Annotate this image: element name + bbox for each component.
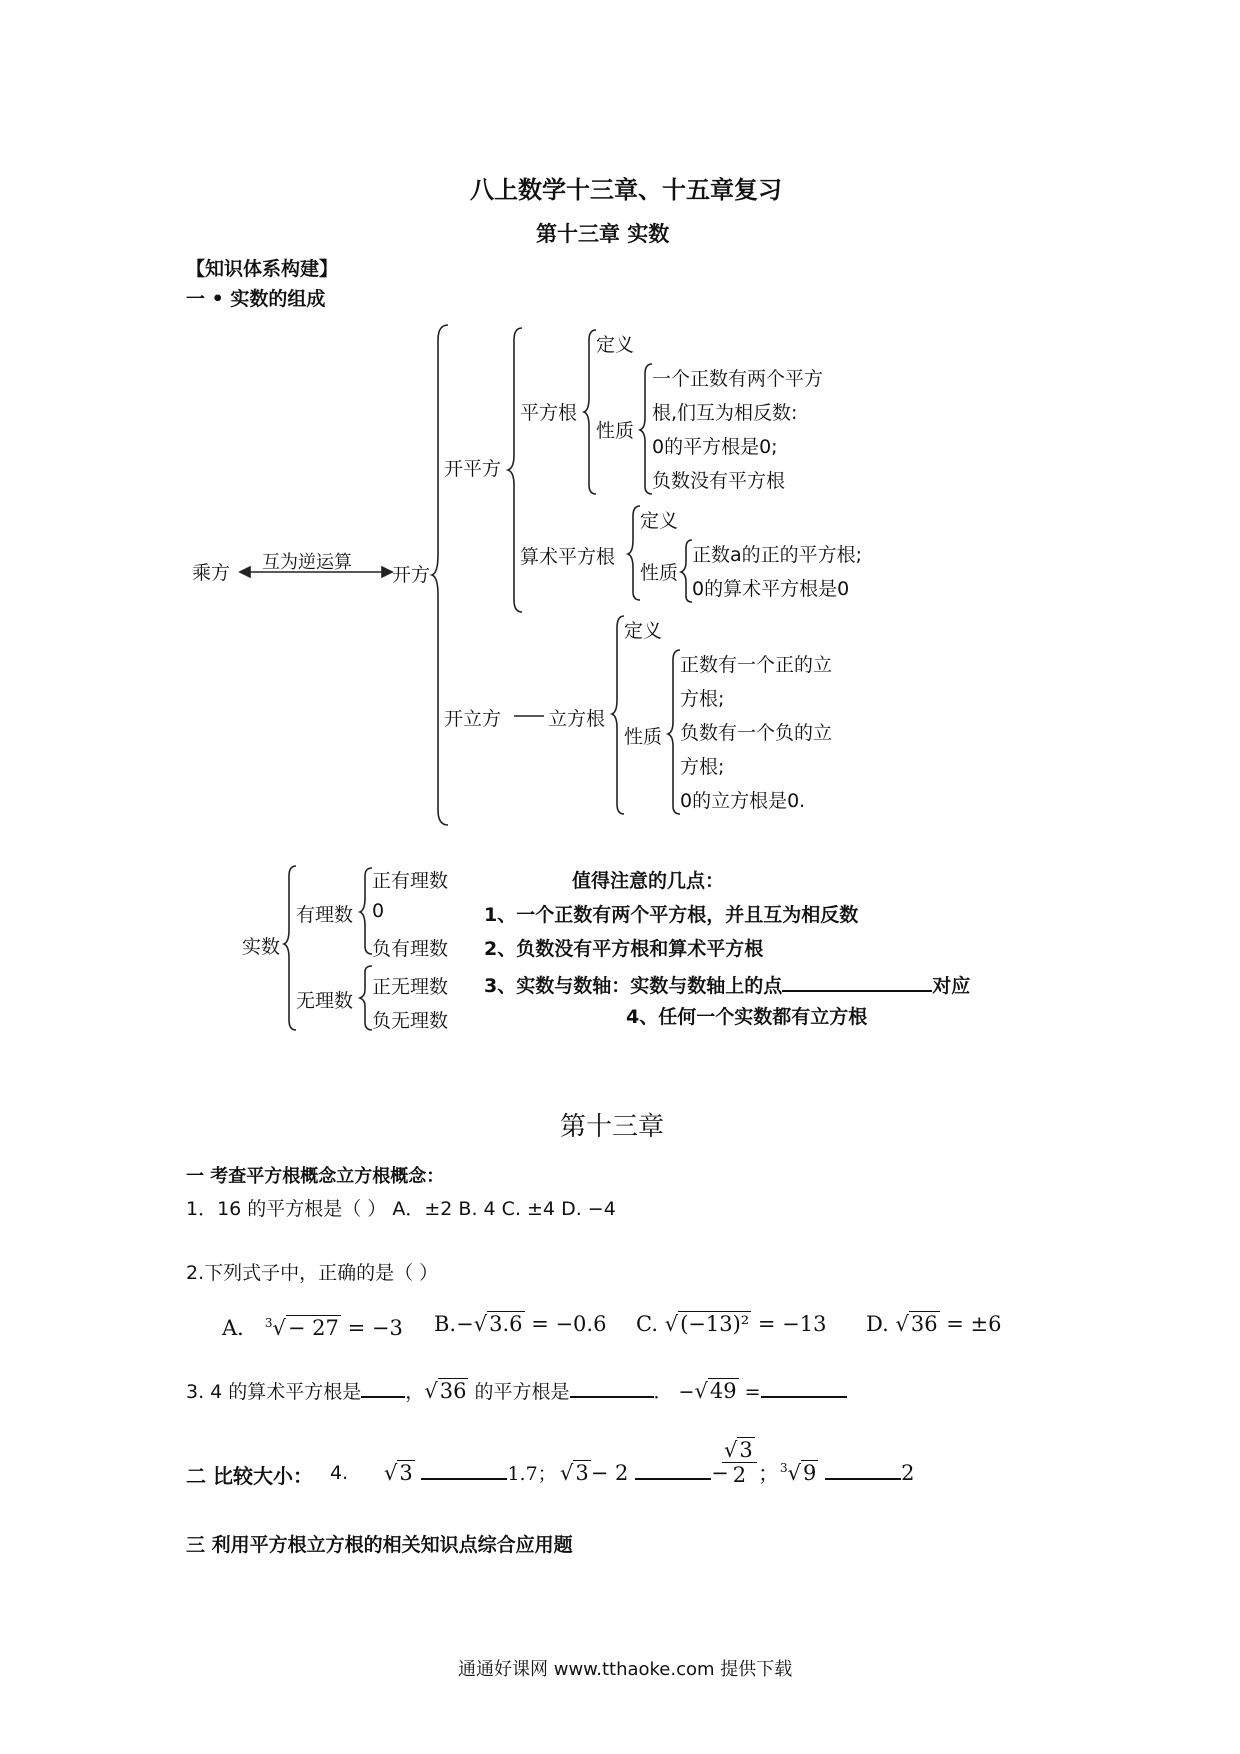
label-suanshu: 算术平方根 <box>520 546 616 568</box>
q3-radicand-49: 49 <box>709 1379 737 1403</box>
c1-radicand: 3 <box>399 1461 413 1485</box>
compare-blank-1[interactable] <box>421 1458 507 1480</box>
q3-part-b: 的平方根是 <box>474 1381 570 1403</box>
q2-option-a <box>222 1312 403 1342</box>
c2-frac-num: 3 <box>739 1438 753 1462</box>
radical-sign: √ <box>664 1312 679 1336</box>
radical-sign: √ <box>560 1461 574 1485</box>
rational-item-3: 负有理数 <box>372 938 449 960</box>
label-kailifang: 开立方 <box>444 708 502 730</box>
footer-text: 通通好课网 www.tthaoke.com 提供下载 <box>458 1659 793 1680</box>
label-huwei: 互为逆运算 <box>262 552 352 573</box>
compare-2-sep: ； <box>758 1462 779 1486</box>
c2-minus: − <box>711 1461 729 1485</box>
q2a-radicand: − 27 <box>287 1316 339 1340</box>
p2-line-1: 正数a的正的平方根; <box>692 544 863 566</box>
notes-title: 值得注意的几点： <box>572 870 725 892</box>
q3-blank-2[interactable] <box>570 1376 654 1398</box>
brace-pingfanggen <box>584 330 596 494</box>
radical-sign: √ <box>384 1461 398 1485</box>
p3-line-2: 方根; <box>680 688 725 710</box>
c3-index: 3 <box>780 1461 788 1475</box>
note-1: 1、一个正数有两个平方根，并且互为相反数 <box>484 904 859 926</box>
q2c-radicand: (−13)² <box>680 1312 750 1336</box>
question-2: 2.下列式子中，正确的是（ ） <box>186 1262 439 1284</box>
note-3 <box>484 970 970 998</box>
p3-line-5: 0的立方根是0. <box>680 790 806 812</box>
p2-line-2: 0的算术平方根是0 <box>692 578 850 600</box>
note-2: 2、负数没有平方根和算术平方根 <box>484 938 764 960</box>
q2b-label: B.− <box>434 1312 474 1336</box>
q2d-radicand: 36 <box>910 1312 938 1336</box>
q3-part-c: ． − <box>653 1381 695 1403</box>
brace-xingzhi1 <box>640 364 652 494</box>
brace-suanshu <box>628 506 640 600</box>
q2a-label: A． <box>222 1316 259 1340</box>
q3-radicand-36: 36 <box>439 1379 467 1403</box>
q2c-rest: = −13 <box>757 1312 827 1336</box>
brace-kaipingfang <box>508 328 522 612</box>
label-shishu: 实数 <box>242 936 281 958</box>
q2c-label: C. <box>636 1312 658 1336</box>
p1-line-3: 0的平方根是0; <box>652 436 778 458</box>
label-dingyi-1: 定义 <box>596 334 635 356</box>
p3-line-4: 方根; <box>680 756 725 778</box>
q3-equals: = <box>744 1381 761 1403</box>
section-1-title: 一 考查平方根概念立方根概念： <box>186 1166 445 1187</box>
label-xingzhi-1: 性质 <box>596 420 635 442</box>
q3-blank-1[interactable] <box>361 1376 405 1398</box>
label-pingfanggen: 平方根 <box>520 402 578 424</box>
section-2-number: 4. <box>330 1462 349 1484</box>
section-3-title: 三 利用平方根立方根的相关知识点综合应用题 <box>186 1534 573 1556</box>
radical-sign: √ <box>424 1379 438 1403</box>
question-3: 3. 4 的算术平方根是 ，√36 的平方根是 ． −√49 = <box>186 1376 847 1404</box>
q3-part-a: 3. 4 的算术平方根是 <box>186 1381 362 1403</box>
note-3-blank[interactable] <box>782 970 932 992</box>
radical-sign: √ <box>787 1461 802 1485</box>
compare-2-fraction <box>722 1438 757 1487</box>
brace-xingzhi3 <box>668 650 680 814</box>
label-xingzhi-3: 性质 <box>624 726 663 748</box>
compare-blank-2[interactable] <box>635 1458 711 1480</box>
label-kaifang: 开方 <box>392 564 431 586</box>
q2b-radicand: 3.6 <box>489 1312 523 1336</box>
rational-item-2: 0 <box>372 900 385 922</box>
q3-blank-3[interactable] <box>761 1376 847 1398</box>
label-xingzhi-2: 性质 <box>640 562 679 584</box>
c1-value: 1.7； <box>507 1463 557 1485</box>
label-chengfang: 乘方 <box>192 562 231 584</box>
c2-radicand: 3 <box>575 1461 589 1485</box>
q2-option-b <box>434 1312 606 1336</box>
radical-sign: √ <box>694 1379 708 1403</box>
brace-xingzhi2 <box>681 540 692 602</box>
label-wulishu: 无理数 <box>296 990 354 1012</box>
c2-rest: − 2 <box>590 1461 629 1485</box>
radical-sign: √ <box>724 1438 738 1462</box>
note-4: 4、任何一个实数都有立方根 <box>626 1006 868 1028</box>
brace-kaifang <box>432 325 448 825</box>
p3-line-3: 负数有一个负的立 <box>680 722 833 744</box>
label-youlishu: 有理数 <box>296 904 354 926</box>
label-dingyi-3: 定义 <box>624 620 663 642</box>
brace-lifanggen <box>612 616 624 814</box>
brace-shishu <box>284 866 296 1030</box>
knowledge-header: 【知识体系构建】 <box>186 258 339 280</box>
irrational-item-2: 负无理数 <box>372 1010 449 1032</box>
c3-radicand: 9 <box>803 1461 817 1485</box>
label-dingyi-2: 定义 <box>640 510 679 532</box>
c3-value: 2 <box>901 1461 915 1485</box>
brace-youlishu <box>360 868 372 954</box>
compare-3 <box>780 1458 914 1485</box>
irrational-item-1: 正无理数 <box>372 976 449 998</box>
p1-line-4: 负数没有平方根 <box>652 470 786 492</box>
brace-wulishu <box>360 966 372 1030</box>
question-1: 1．16 的平方根是（ ） A．±2 B. 4 C. ±4 D. −4 <box>186 1198 616 1220</box>
compare-blank-3[interactable] <box>825 1458 901 1480</box>
q2a-rest: = −3 <box>347 1316 403 1340</box>
radical-sign: √ <box>272 1316 286 1340</box>
note-3-text: 3、实数与数轴：实数与数轴上的点 <box>484 975 783 997</box>
q2b-rest: = −0.6 <box>531 1312 607 1336</box>
p1-line-1: 一个正数有两个平方 <box>652 368 824 390</box>
chapter-13-heading: 第十三章 <box>560 1112 665 1142</box>
radical-sign: √ <box>473 1312 488 1336</box>
p3-line-1: 正数有一个正的立 <box>680 654 833 676</box>
radical-sign: √ <box>895 1312 909 1336</box>
main-title: 八上数学十三章、十五章复习 <box>470 176 782 204</box>
c2-frac-den: 2 <box>732 1463 747 1487</box>
q2d-label: D. <box>866 1312 889 1336</box>
q2-option-c <box>636 1312 826 1336</box>
note-3-end: 对应 <box>932 975 971 997</box>
q2-option-d <box>866 1312 1002 1336</box>
label-kaipingfang: 开平方 <box>444 458 502 480</box>
compare-2 <box>560 1458 729 1485</box>
rational-item-1: 正有理数 <box>372 870 449 892</box>
label-lifanggen: 立方根 <box>548 708 606 730</box>
section-one-title: 一 • 实数的组成 <box>186 288 326 310</box>
p1-line-2: 根,们互为相反数: <box>652 402 798 424</box>
compare-1 <box>384 1458 557 1486</box>
section-2-title: 二 比较大小： <box>186 1464 313 1488</box>
q2a-index: 3 <box>264 1316 273 1330</box>
chapter-title: 第十三章 实数 <box>536 222 670 246</box>
q2d-rest: = ±6 <box>946 1312 1002 1336</box>
